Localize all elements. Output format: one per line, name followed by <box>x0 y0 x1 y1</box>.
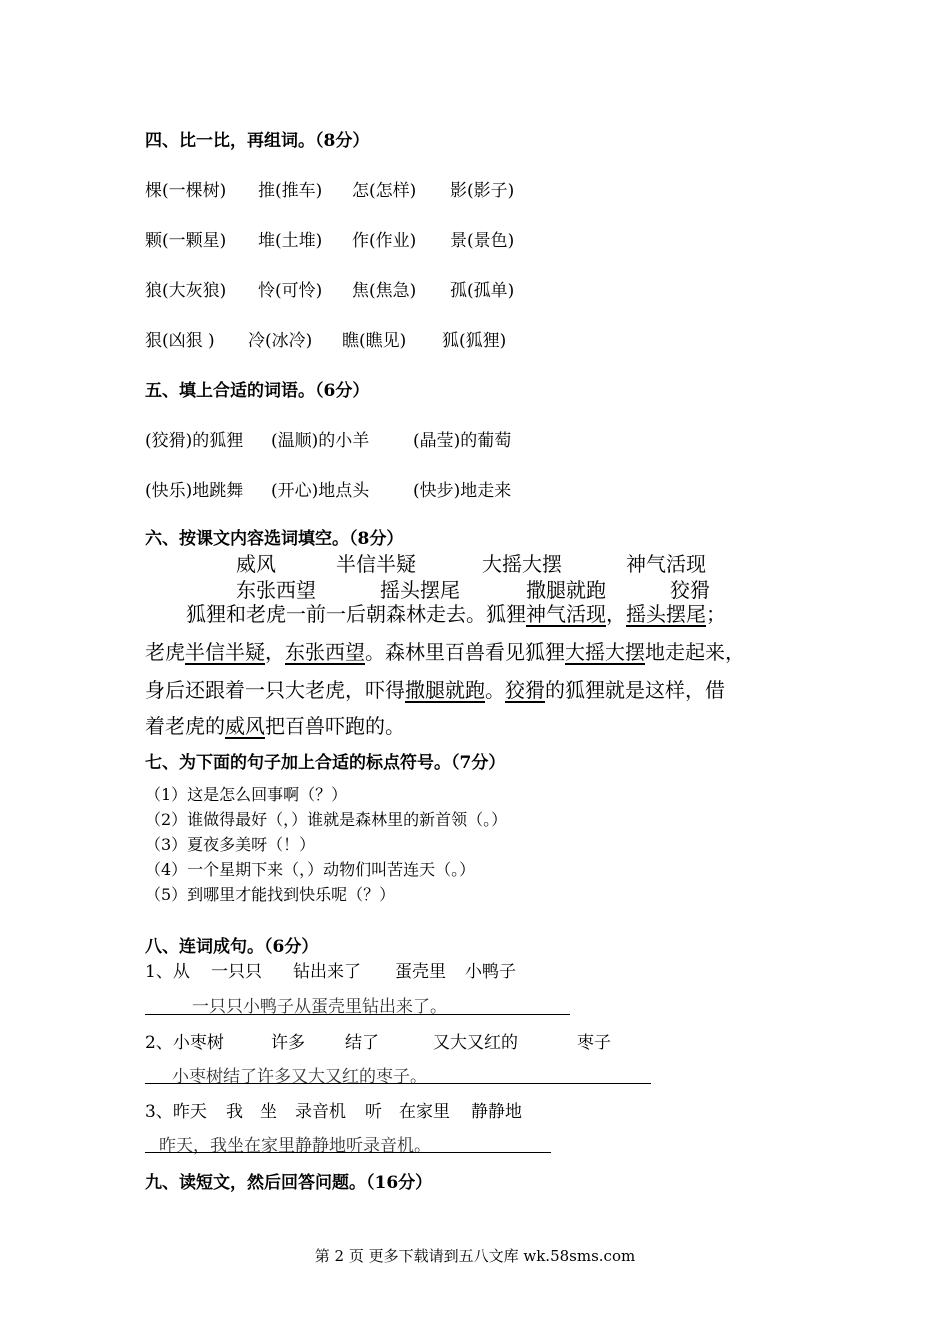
answer-blank: 神气活现 <box>526 602 606 626</box>
passage-line-1 <box>186 598 726 627</box>
answer-blank: 撒腿就跑 <box>405 678 485 702</box>
passage-text: ； <box>706 602 726 626</box>
s4-r3-c4: 孤(孤单) <box>450 281 515 301</box>
s8-a3: 昨天，我坐在家里静静地听录音机。 <box>159 1136 431 1156</box>
section-9-title: 九、读短文，然后回答问题。（16分） <box>145 1173 433 1193</box>
bank-word: 威风 <box>236 552 276 576</box>
s7-item-4: （4）一个星期下来（，）动物们叫苦连天（。） <box>145 860 476 879</box>
answer-line <box>145 1014 570 1015</box>
s8-a1: 一只只小鸭子从蛋壳里钻出来了。 <box>192 997 447 1017</box>
word: 2、小枣树 <box>145 1033 224 1053</box>
passage-text: 着老虎的 <box>145 714 225 738</box>
s7-item-2: （2）谁做得最好（，）谁就是森林里的新首领（。） <box>145 810 508 829</box>
answer-blank: 狡猾 <box>505 678 545 702</box>
word: 1、从 <box>145 962 190 982</box>
passage-text: 地走起来， <box>645 640 745 664</box>
bank-word: 撒腿就跑 <box>526 578 606 602</box>
s4-r3-c2: 怜(可怜) <box>258 281 323 301</box>
bank-word: 摇头摆尾 <box>380 578 460 602</box>
section-7-title: 七、为下面的句子加上合适的标点符号。（7分） <box>145 753 506 773</box>
passage-line-2 <box>145 636 745 665</box>
word: 在家里 <box>399 1102 450 1122</box>
s4-r4-c4: 狐(狐狸) <box>442 331 507 351</box>
word: 3、昨天 <box>145 1102 207 1122</box>
passage-text: 老虎 <box>145 640 185 664</box>
answer-blank: 半信半疑 <box>185 640 265 664</box>
section-6-title: 六、按课文内容选词填空。（8分） <box>145 529 404 549</box>
s4-r2-c3: 作(作业) <box>352 231 417 251</box>
word: 结了 <box>345 1033 379 1053</box>
word: 听 <box>365 1102 382 1122</box>
section-8-title: 八、连词成句。（6分） <box>145 937 319 957</box>
s8-a2: 小枣树结了许多又大又红的枣子。 <box>172 1067 427 1087</box>
passage-text: 把百兽吓跑的。 <box>265 714 405 738</box>
s7-item-1: （1）这是怎么回事啊（？） <box>145 785 348 804</box>
s4-r2-c4: 景(景色) <box>450 231 515 251</box>
word: 枣子 <box>577 1033 611 1053</box>
word: 许多 <box>271 1033 305 1053</box>
bank-word: 东张西望 <box>236 578 316 602</box>
s4-r4-c2: 冷(冰冷) <box>248 331 313 351</box>
passage-text: 狐狸和老虎一前一后朝森林走去。狐狸 <box>186 602 526 626</box>
passage-text: ， <box>265 640 285 664</box>
passage-text: 。森林里百兽看见狐狸 <box>365 640 565 664</box>
s5-r2-c2: (开心)地点头 <box>271 481 370 501</box>
s7-item-3: （3）夏夜多美呀（！） <box>145 835 316 854</box>
word: 坐 <box>260 1102 277 1122</box>
answer-blank: 东张西望 <box>285 640 365 664</box>
s4-r1-c2: 推(推车) <box>258 181 323 201</box>
bank-word: 半信半疑 <box>336 552 416 576</box>
word: 录音机 <box>295 1102 346 1122</box>
s4-r3-c3: 焦(焦急) <box>352 281 417 301</box>
s4-r2-c1: 颗(一颗星) <box>145 231 227 251</box>
answer-blank: 大摇大摆 <box>565 640 645 664</box>
passage-text: 的狐狸就是这样，借 <box>545 678 725 702</box>
s5-r2-c3: (快步)地走来 <box>413 481 512 501</box>
answer-blank: 摇头摆尾 <box>626 602 706 626</box>
word: 静静地 <box>471 1102 522 1122</box>
word: 蛋壳里 <box>395 962 446 982</box>
bank-word: 狡猾 <box>670 578 710 602</box>
s4-r4-c3: 瞧(瞧见) <box>342 331 407 351</box>
word: 一只只 <box>211 962 262 982</box>
word: 我 <box>226 1102 243 1122</box>
word: 又大又红的 <box>433 1033 518 1053</box>
s5-r2-c1: (快乐)地跳舞 <box>145 481 244 501</box>
bank-word: 神气活现 <box>626 552 706 576</box>
answer-line <box>145 1152 551 1153</box>
section-4-title: 四、比一比，再组词。（8分） <box>145 131 370 151</box>
s5-r1-c2: (温顺)的小羊 <box>271 431 370 451</box>
s4-r3-c1: 狼(大灰狼) <box>145 281 227 301</box>
passage-line-3 <box>145 674 725 703</box>
s4-r2-c2: 堆(土堆) <box>258 231 323 251</box>
passage-text: 身后还跟着一只大老虎，吓得 <box>145 678 405 702</box>
s5-r1-c3: (晶莹)的葡萄 <box>413 431 512 451</box>
page-footer: 第 2 页 更多下载请到五八文库 wk.58sms.com <box>314 1247 636 1265</box>
s4-r1-c3: 怎(怎样) <box>352 181 417 201</box>
passage-line-4 <box>145 710 405 739</box>
s4-r1-c4: 影(影子) <box>450 181 515 201</box>
section-5-title: 五、填上合适的词语。（6分） <box>145 381 370 401</box>
passage-text: ， <box>606 602 626 626</box>
answer-line <box>145 1083 651 1084</box>
word: 小鸭子 <box>465 962 516 982</box>
s7-item-5: （5）到哪里才能找到快乐呢（？） <box>145 885 396 904</box>
word: 钻出来了 <box>293 962 361 982</box>
bank-word: 大摇大摆 <box>482 552 562 576</box>
s5-r1-c1: (狡猾)的狐狸 <box>145 431 244 451</box>
passage-text: 。 <box>485 678 505 702</box>
s4-r1-c1: 棵(一棵树) <box>145 181 227 201</box>
s4-r4-c1: 狠(凶狠 ) <box>145 331 215 351</box>
answer-blank: 威风 <box>225 714 265 738</box>
